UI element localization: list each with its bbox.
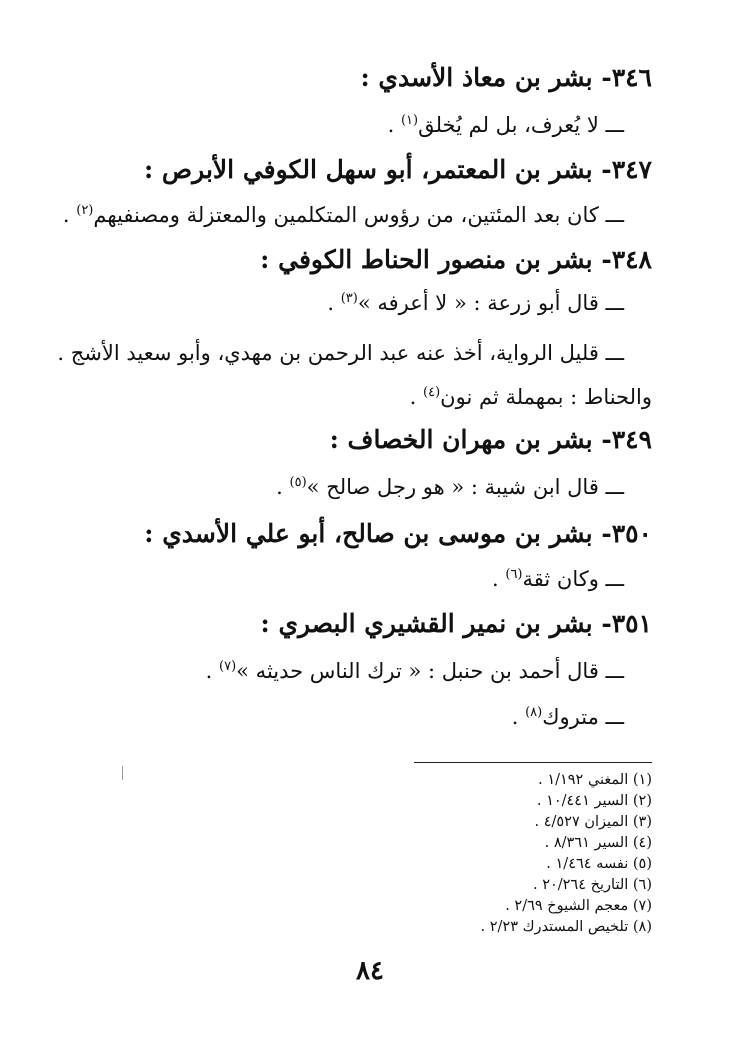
footnote-item: (٧) معجم الشيوخ ٢/٦٩ . [505, 898, 652, 914]
footnote-item: (١) المغني ١/١٩٢ . [538, 772, 652, 788]
footnote-item: (٥) نفسه ١/٤٦٤ . [546, 856, 652, 872]
footnote-divider [414, 762, 652, 763]
page-number: ٨٤ [356, 956, 384, 986]
footnote-item: (٤) السير ٨/٣٦١ . [544, 835, 652, 851]
footnote-ref[interactable]: (٥) [289, 475, 307, 490]
footnote-ref[interactable]: (٣) [340, 291, 358, 306]
entry-line: ـــ قليل الرواية، أخذ عنه عبد الرحمن بن مهدي، وأبو سعيد الأشج . [57, 341, 624, 365]
footnote-item: (٦) التاريخ ٢٠/٢٦٤ . [532, 877, 652, 893]
footnote-ref[interactable]: (٢) [76, 203, 94, 218]
entry-line: ـــ متروك$^{(٨)}$ . [511, 705, 624, 729]
footnote-ref[interactable]: (٨) [525, 705, 543, 720]
entry-line: ـــ كان بعد المئتين، من رؤوس المتكلمين والمعتزلة ومصنفيهم$^{(٢)}$ . [62, 203, 624, 227]
footnote-item: (٢) السير ١٠/٤٤١ . [536, 793, 652, 809]
entry-heading: ٣٥١- بشر بن نمير القشيري البصري : [260, 609, 652, 638]
entry-line: والحناط : بمهملة ثم نون$^{(٤)}$ . [409, 385, 652, 409]
entry-heading: ٣٥٠- بشر بن موسى بن صالح، أبو علي الأسدي : [144, 519, 652, 548]
scan-speck [122, 766, 123, 780]
entry-heading: ٣٤٧- بشر بن المعتمر، أبو سهل الكوفي الأبرص : [144, 155, 652, 184]
footnote-item: (٣) الميزان ٤/٥٢٧ . [534, 814, 652, 830]
footnote-item: (٨) تلخيص المستدرك ٢/٢٣ . [480, 919, 652, 935]
entry-heading: ٣٤٨- بشر بن منصور الحناط الكوفي : [260, 245, 652, 274]
entry-heading: ٣٤٩- بشر بن مهران الخصاف : [329, 425, 652, 454]
entry-line: ـــ قال ابن شيبة : « هو رجل صالح »$^{(٥)}$ . [276, 475, 624, 499]
entry-line: ـــ وكان ثقة$^{(٦)}$ . [492, 567, 624, 591]
entry-line: ـــ قال أبو زرعة : « لا أعرفه »$^{(٣)}$ . [327, 291, 624, 315]
footnote-ref[interactable]: (٦) [505, 567, 523, 582]
footnote-ref[interactable]: (١) [400, 113, 419, 128]
entry-heading: ٣٤٦- بشر بن معاذ الأسدي : [360, 63, 652, 92]
entry-line: ـــ لا يُعرف، بل لم يُخلق$^{(١)}$ . [387, 113, 624, 137]
footnote-ref[interactable]: (٧) [219, 659, 237, 674]
footnote-ref[interactable]: (٤) [423, 385, 441, 400]
entry-line: ـــ قال أحمد بن حنبل : « ترك الناس حديثه »$^{(٧)}$ . [205, 659, 624, 683]
